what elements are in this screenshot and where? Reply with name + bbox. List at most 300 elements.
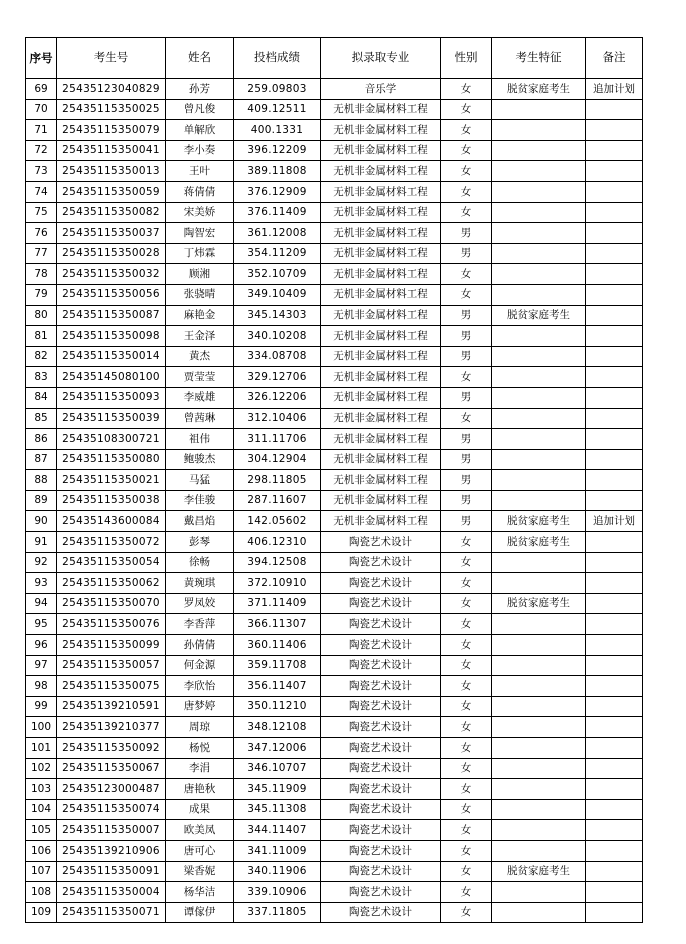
feature-cell: 脱贫家庭考生	[492, 532, 586, 553]
name-cell: 梁香妮	[166, 861, 234, 882]
major-cell: 陶瓷艺术设计	[321, 758, 441, 779]
score-cell: 356.11407	[234, 676, 321, 697]
exam-id-cell: 25435115350091	[57, 861, 166, 882]
gender-cell: 女	[441, 552, 492, 573]
table-row	[26, 861, 643, 882]
score-cell: 142.05602	[234, 511, 321, 532]
table-row	[26, 779, 643, 800]
table-row	[26, 449, 643, 470]
name-cell: 彭琴	[166, 532, 234, 553]
remark-cell	[586, 367, 643, 388]
score-cell: 359.11708	[234, 655, 321, 676]
major-cell: 陶瓷艺术设计	[321, 820, 441, 841]
seq-cell: 75	[26, 202, 57, 223]
header-major: 拟录取专业	[321, 38, 441, 79]
remark-cell	[586, 820, 643, 841]
table-row	[26, 120, 643, 141]
major-cell: 无机非金属材料工程	[321, 305, 441, 326]
name-cell: 李小奏	[166, 140, 234, 161]
name-cell: 孙倩倩	[166, 635, 234, 656]
table-row	[26, 161, 643, 182]
feature-cell	[492, 284, 586, 305]
seq-cell: 70	[26, 99, 57, 120]
seq-cell: 80	[26, 305, 57, 326]
exam-id-cell: 25435115350038	[57, 490, 166, 511]
table-row	[26, 470, 643, 491]
score-cell: 259.09803	[234, 79, 321, 100]
name-cell: 周琼	[166, 717, 234, 738]
admission-table	[25, 37, 643, 923]
exam-id-cell: 25435139210591	[57, 696, 166, 717]
feature-cell	[492, 387, 586, 408]
score-cell: 339.10906	[234, 882, 321, 903]
name-cell: 谭傢伊	[166, 902, 234, 923]
feature-cell: 脱贫家庭考生	[492, 79, 586, 100]
score-cell: 346.10707	[234, 758, 321, 779]
remark-cell	[586, 99, 643, 120]
seq-cell: 72	[26, 140, 57, 161]
exam-id-cell: 25435145080100	[57, 367, 166, 388]
seq-cell: 88	[26, 470, 57, 491]
score-cell: 304.12904	[234, 449, 321, 470]
major-cell: 无机非金属材料工程	[321, 367, 441, 388]
table-row	[26, 799, 643, 820]
exam-id-cell: 25435115350071	[57, 902, 166, 923]
remark-cell	[586, 840, 643, 861]
major-cell: 无机非金属材料工程	[321, 181, 441, 202]
name-cell: 唐梦婷	[166, 696, 234, 717]
remark-cell	[586, 738, 643, 759]
score-cell: 326.12206	[234, 387, 321, 408]
seq-cell: 82	[26, 346, 57, 367]
seq-cell: 97	[26, 655, 57, 676]
major-cell: 陶瓷艺术设计	[321, 532, 441, 553]
name-cell: 李香萍	[166, 614, 234, 635]
exam-id-cell: 25435115350070	[57, 593, 166, 614]
exam-id-cell: 25435115350092	[57, 738, 166, 759]
score-cell: 371.11409	[234, 593, 321, 614]
major-cell: 陶瓷艺术设计	[321, 635, 441, 656]
seq-cell: 79	[26, 284, 57, 305]
feature-cell	[492, 99, 586, 120]
feature-cell: 脱贫家庭考生	[492, 593, 586, 614]
gender-cell: 女	[441, 861, 492, 882]
score-cell: 361.12008	[234, 223, 321, 244]
exam-id-cell: 25435115350056	[57, 284, 166, 305]
table-row	[26, 532, 643, 553]
major-cell: 陶瓷艺术设计	[321, 614, 441, 635]
major-cell: 陶瓷艺术设计	[321, 861, 441, 882]
remark-cell	[586, 264, 643, 285]
name-cell: 徐畅	[166, 552, 234, 573]
name-cell: 罗凤姣	[166, 593, 234, 614]
seq-cell: 78	[26, 264, 57, 285]
score-cell: 341.11009	[234, 840, 321, 861]
exam-id-cell: 25435115350079	[57, 120, 166, 141]
feature-cell	[492, 326, 586, 347]
score-cell: 409.12511	[234, 99, 321, 120]
seq-cell: 84	[26, 387, 57, 408]
name-cell: 黄琬琪	[166, 573, 234, 594]
exam-id-cell: 25435115350059	[57, 181, 166, 202]
gender-cell: 女	[441, 676, 492, 697]
name-cell: 顾湘	[166, 264, 234, 285]
name-cell: 戴昌焰	[166, 511, 234, 532]
score-cell: 389.11808	[234, 161, 321, 182]
major-cell: 音乐学	[321, 79, 441, 100]
remark-cell	[586, 779, 643, 800]
name-cell: 贾莹莹	[166, 367, 234, 388]
feature-cell	[492, 635, 586, 656]
feature-cell	[492, 367, 586, 388]
name-cell: 李佳骏	[166, 490, 234, 511]
name-cell: 唐可心	[166, 840, 234, 861]
remark-cell	[586, 346, 643, 367]
header-seq: 序号	[26, 38, 57, 79]
gender-cell: 女	[441, 635, 492, 656]
remark-cell	[586, 758, 643, 779]
feature-cell	[492, 449, 586, 470]
exam-id-cell: 25435115350074	[57, 799, 166, 820]
remark-cell	[586, 655, 643, 676]
seq-cell: 89	[26, 490, 57, 511]
table-row	[26, 181, 643, 202]
gender-cell: 女	[441, 593, 492, 614]
exam-id-cell: 25435115350004	[57, 882, 166, 903]
header-feature: 考生特征	[492, 38, 586, 79]
major-cell: 无机非金属材料工程	[321, 161, 441, 182]
table-row	[26, 429, 643, 450]
feature-cell	[492, 840, 586, 861]
gender-cell: 女	[441, 202, 492, 223]
seq-cell: 87	[26, 449, 57, 470]
major-cell: 陶瓷艺术设计	[321, 779, 441, 800]
feature-cell	[492, 470, 586, 491]
name-cell: 李欣怡	[166, 676, 234, 697]
name-cell: 李涓	[166, 758, 234, 779]
gender-cell: 男	[441, 449, 492, 470]
seq-cell: 108	[26, 882, 57, 903]
remark-cell	[586, 387, 643, 408]
gender-cell: 女	[441, 367, 492, 388]
exam-id-cell: 25435115350062	[57, 573, 166, 594]
exam-id-cell: 25435115350057	[57, 655, 166, 676]
seq-cell: 104	[26, 799, 57, 820]
gender-cell: 女	[441, 120, 492, 141]
exam-id-cell: 25435115350025	[57, 99, 166, 120]
gender-cell: 女	[441, 717, 492, 738]
feature-cell	[492, 346, 586, 367]
major-cell: 无机非金属材料工程	[321, 264, 441, 285]
exam-id-cell: 25435115350041	[57, 140, 166, 161]
exam-id-cell: 25435115350082	[57, 202, 166, 223]
name-cell: 欧美凤	[166, 820, 234, 841]
exam-id-cell: 25435115350093	[57, 387, 166, 408]
exam-id-cell: 25435115350072	[57, 532, 166, 553]
gender-cell: 女	[441, 799, 492, 820]
score-cell: 334.08708	[234, 346, 321, 367]
seq-cell: 91	[26, 532, 57, 553]
feature-cell: 脱贫家庭考生	[492, 511, 586, 532]
name-cell: 唐艳秋	[166, 779, 234, 800]
exam-id-cell: 25435123040829	[57, 79, 166, 100]
feature-cell	[492, 738, 586, 759]
exam-id-cell: 25435115350054	[57, 552, 166, 573]
table-row	[26, 593, 643, 614]
exam-id-cell: 25435115350098	[57, 326, 166, 347]
seq-cell: 81	[26, 326, 57, 347]
gender-cell: 女	[441, 738, 492, 759]
gender-cell: 男	[441, 470, 492, 491]
major-cell: 陶瓷艺术设计	[321, 676, 441, 697]
name-cell: 陶智宏	[166, 223, 234, 244]
table-row	[26, 511, 643, 532]
exam-id-cell: 25435115350037	[57, 223, 166, 244]
gender-cell: 女	[441, 140, 492, 161]
score-cell: 396.12209	[234, 140, 321, 161]
remark-cell	[586, 902, 643, 923]
score-cell: 376.11409	[234, 202, 321, 223]
table-row	[26, 696, 643, 717]
remark-cell	[586, 181, 643, 202]
feature-cell	[492, 552, 586, 573]
gender-cell: 男	[441, 490, 492, 511]
feature-cell	[492, 429, 586, 450]
exam-id-cell: 25435115350099	[57, 635, 166, 656]
feature-cell	[492, 717, 586, 738]
exam-id-cell: 25435139210906	[57, 840, 166, 861]
name-cell: 黄杰	[166, 346, 234, 367]
gender-cell: 女	[441, 573, 492, 594]
feature-cell	[492, 799, 586, 820]
name-cell: 孙芳	[166, 79, 234, 100]
major-cell: 无机非金属材料工程	[321, 387, 441, 408]
gender-cell: 男	[441, 346, 492, 367]
gender-cell: 男	[441, 387, 492, 408]
remark-cell	[586, 635, 643, 656]
table-row	[26, 408, 643, 429]
table-row	[26, 717, 643, 738]
remark-cell	[586, 532, 643, 553]
major-cell: 陶瓷艺术设计	[321, 840, 441, 861]
score-cell: 354.11209	[234, 243, 321, 264]
remark-cell	[586, 449, 643, 470]
feature-cell	[492, 181, 586, 202]
gender-cell: 女	[441, 264, 492, 285]
name-cell: 单解欣	[166, 120, 234, 141]
header-remark: 备注	[586, 38, 643, 79]
gender-cell: 女	[441, 696, 492, 717]
seq-cell: 86	[26, 429, 57, 450]
remark-cell: 追加计划	[586, 511, 643, 532]
seq-cell: 100	[26, 717, 57, 738]
name-cell: 何金源	[166, 655, 234, 676]
score-cell: 376.12909	[234, 181, 321, 202]
feature-cell	[492, 243, 586, 264]
score-cell: 366.11307	[234, 614, 321, 635]
feature-cell: 脱贫家庭考生	[492, 861, 586, 882]
major-cell: 无机非金属材料工程	[321, 408, 441, 429]
major-cell: 陶瓷艺术设计	[321, 738, 441, 759]
gender-cell: 女	[441, 655, 492, 676]
name-cell: 成果	[166, 799, 234, 820]
score-cell: 329.12706	[234, 367, 321, 388]
major-cell: 无机非金属材料工程	[321, 346, 441, 367]
remark-cell	[586, 120, 643, 141]
exam-id-cell: 25435115350028	[57, 243, 166, 264]
exam-id-cell: 25435143600084	[57, 511, 166, 532]
seq-cell: 77	[26, 243, 57, 264]
gender-cell: 女	[441, 99, 492, 120]
header-row	[26, 38, 643, 79]
exam-id-cell: 25435115350013	[57, 161, 166, 182]
gender-cell: 女	[441, 840, 492, 861]
score-cell: 350.11210	[234, 696, 321, 717]
gender-cell: 女	[441, 882, 492, 903]
score-cell: 372.10910	[234, 573, 321, 594]
score-cell: 360.11406	[234, 635, 321, 656]
table-row	[26, 614, 643, 635]
seq-cell: 90	[26, 511, 57, 532]
remark-cell	[586, 140, 643, 161]
remark-cell	[586, 676, 643, 697]
remark-cell	[586, 696, 643, 717]
seq-cell: 95	[26, 614, 57, 635]
remark-cell	[586, 861, 643, 882]
seq-cell: 98	[26, 676, 57, 697]
exam-id-cell: 25435115350080	[57, 449, 166, 470]
table-row	[26, 820, 643, 841]
score-cell: 311.11706	[234, 429, 321, 450]
seq-cell: 92	[26, 552, 57, 573]
table-row	[26, 552, 643, 573]
gender-cell: 女	[441, 902, 492, 923]
remark-cell: 追加计划	[586, 79, 643, 100]
remark-cell	[586, 717, 643, 738]
remark-cell	[586, 161, 643, 182]
admission-list-sheet	[25, 37, 643, 923]
major-cell: 陶瓷艺术设计	[321, 799, 441, 820]
remark-cell	[586, 284, 643, 305]
gender-cell: 女	[441, 614, 492, 635]
score-cell: 337.11805	[234, 902, 321, 923]
seq-cell: 101	[26, 738, 57, 759]
header-gender: 性别	[441, 38, 492, 79]
gender-cell: 女	[441, 181, 492, 202]
name-cell: 麻艳金	[166, 305, 234, 326]
score-cell: 348.12108	[234, 717, 321, 738]
table-row	[26, 284, 643, 305]
name-cell: 丁炜霖	[166, 243, 234, 264]
score-cell: 287.11607	[234, 490, 321, 511]
gender-cell: 女	[441, 161, 492, 182]
remark-cell	[586, 552, 643, 573]
seq-cell: 107	[26, 861, 57, 882]
seq-cell: 103	[26, 779, 57, 800]
name-cell: 李威雄	[166, 387, 234, 408]
seq-cell: 96	[26, 635, 57, 656]
exam-id-cell: 25435115350076	[57, 614, 166, 635]
remark-cell	[586, 408, 643, 429]
remark-cell	[586, 223, 643, 244]
remark-cell	[586, 429, 643, 450]
major-cell: 陶瓷艺术设计	[321, 717, 441, 738]
score-cell: 340.11906	[234, 861, 321, 882]
table-row	[26, 367, 643, 388]
score-cell: 344.11407	[234, 820, 321, 841]
feature-cell	[492, 573, 586, 594]
gender-cell: 女	[441, 758, 492, 779]
table-row	[26, 326, 643, 347]
score-cell: 345.11909	[234, 779, 321, 800]
gender-cell: 女	[441, 408, 492, 429]
table-row	[26, 573, 643, 594]
major-cell: 无机非金属材料工程	[321, 223, 441, 244]
seq-cell: 94	[26, 593, 57, 614]
table-row	[26, 264, 643, 285]
table-row	[26, 223, 643, 244]
name-cell: 杨华洁	[166, 882, 234, 903]
gender-cell: 男	[441, 511, 492, 532]
remark-cell	[586, 614, 643, 635]
score-cell: 345.14303	[234, 305, 321, 326]
remark-cell	[586, 593, 643, 614]
table-row	[26, 387, 643, 408]
remark-cell	[586, 882, 643, 903]
exam-id-cell: 25435115350032	[57, 264, 166, 285]
table-row	[26, 79, 643, 100]
header-exam-id: 考生号	[57, 38, 166, 79]
score-cell: 352.10709	[234, 264, 321, 285]
score-cell: 347.12006	[234, 738, 321, 759]
exam-id-cell: 25435115350075	[57, 676, 166, 697]
feature-cell	[492, 140, 586, 161]
remark-cell	[586, 799, 643, 820]
major-cell: 陶瓷艺术设计	[321, 882, 441, 903]
feature-cell	[492, 902, 586, 923]
seq-cell: 69	[26, 79, 57, 100]
table-row	[26, 758, 643, 779]
major-cell: 无机非金属材料工程	[321, 284, 441, 305]
remark-cell	[586, 470, 643, 491]
name-cell: 蒋倩倩	[166, 181, 234, 202]
major-cell: 无机非金属材料工程	[321, 99, 441, 120]
seq-cell: 83	[26, 367, 57, 388]
name-cell: 王叶	[166, 161, 234, 182]
feature-cell	[492, 758, 586, 779]
name-cell: 王金泽	[166, 326, 234, 347]
feature-cell	[492, 614, 586, 635]
table-row	[26, 243, 643, 264]
major-cell: 陶瓷艺术设计	[321, 552, 441, 573]
name-cell: 曾凡俊	[166, 99, 234, 120]
name-cell: 宋美娇	[166, 202, 234, 223]
seq-cell: 74	[26, 181, 57, 202]
feature-cell	[492, 779, 586, 800]
exam-id-cell: 25435115350014	[57, 346, 166, 367]
name-cell: 杨悦	[166, 738, 234, 759]
remark-cell	[586, 326, 643, 347]
feature-cell: 脱贫家庭考生	[492, 305, 586, 326]
major-cell: 无机非金属材料工程	[321, 140, 441, 161]
header-score: 投档成绩	[234, 38, 321, 79]
name-cell: 张骁晴	[166, 284, 234, 305]
major-cell: 陶瓷艺术设计	[321, 902, 441, 923]
major-cell: 无机非金属材料工程	[321, 429, 441, 450]
major-cell: 无机非金属材料工程	[321, 470, 441, 491]
seq-cell: 71	[26, 120, 57, 141]
seq-cell: 102	[26, 758, 57, 779]
